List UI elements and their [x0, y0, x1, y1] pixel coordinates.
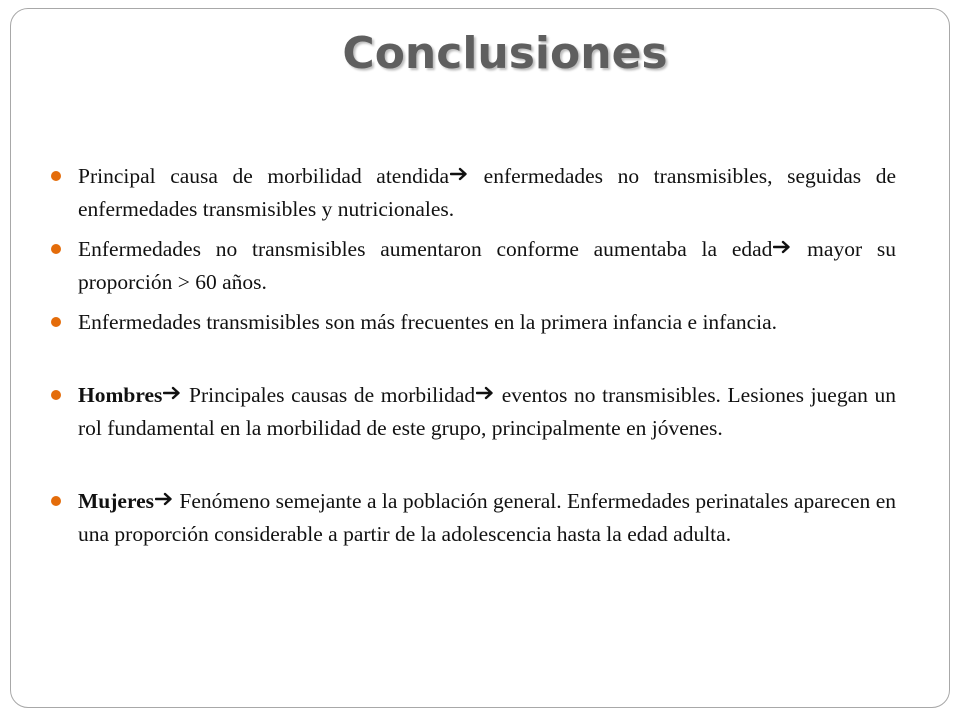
bullet-text: Principales causas de morbilidad: [182, 383, 476, 407]
bullet-lead: Mujeres: [78, 489, 155, 513]
bullet-lead: Hombres: [78, 383, 163, 407]
bullet-list: [48, 160, 896, 558]
right-arrow-icon: [450, 167, 468, 181]
bullet-item-1: [48, 160, 896, 226]
right-arrow-icon: [773, 240, 791, 254]
bullet-item-3: [48, 306, 896, 339]
bullet-text: mayor su proporción > 60 años.: [78, 237, 896, 294]
bullet-item-hombres: [48, 379, 896, 445]
bullet-dot-icon: [51, 171, 61, 181]
bullet-dot-icon: [51, 390, 61, 400]
bullet-text: enfermedades no transmisibles, seguidas de enfermedades transmisibles y nutricionales.: [78, 164, 896, 221]
bullet-dot-icon: [51, 496, 61, 506]
bullet-text: Principal causa de morbilidad atendida: [78, 164, 450, 188]
slide-title: Conclusiones: [342, 28, 668, 79]
bullet-item-mujeres: [48, 485, 896, 551]
bullet-text: Enfermedades transmisibles son más frecuentes en la primera infancia e infancia.: [78, 310, 778, 334]
bullet-dot-icon: [51, 317, 61, 327]
bullet-text: Fenómeno semejante a la población general. Enfermedades perinatales aparecen en una proporción considerable a partir de la adolescencia hasta la edad adulta.: [78, 489, 896, 546]
bullet-dot-icon: [51, 244, 61, 254]
bullet-text: Enfermedades no transmisibles aumentaron conforme aumentaba la edad: [78, 237, 773, 261]
right-arrow-icon: [163, 386, 181, 400]
right-arrow-icon: [155, 492, 173, 506]
right-arrow-icon: [476, 386, 494, 400]
bullet-item-2: [48, 233, 896, 299]
bullet-text: eventos no transmisibles. Lesiones juegan un rol fundamental en la morbilidad de este grupo, principalmente en jóvenes.: [78, 383, 896, 440]
